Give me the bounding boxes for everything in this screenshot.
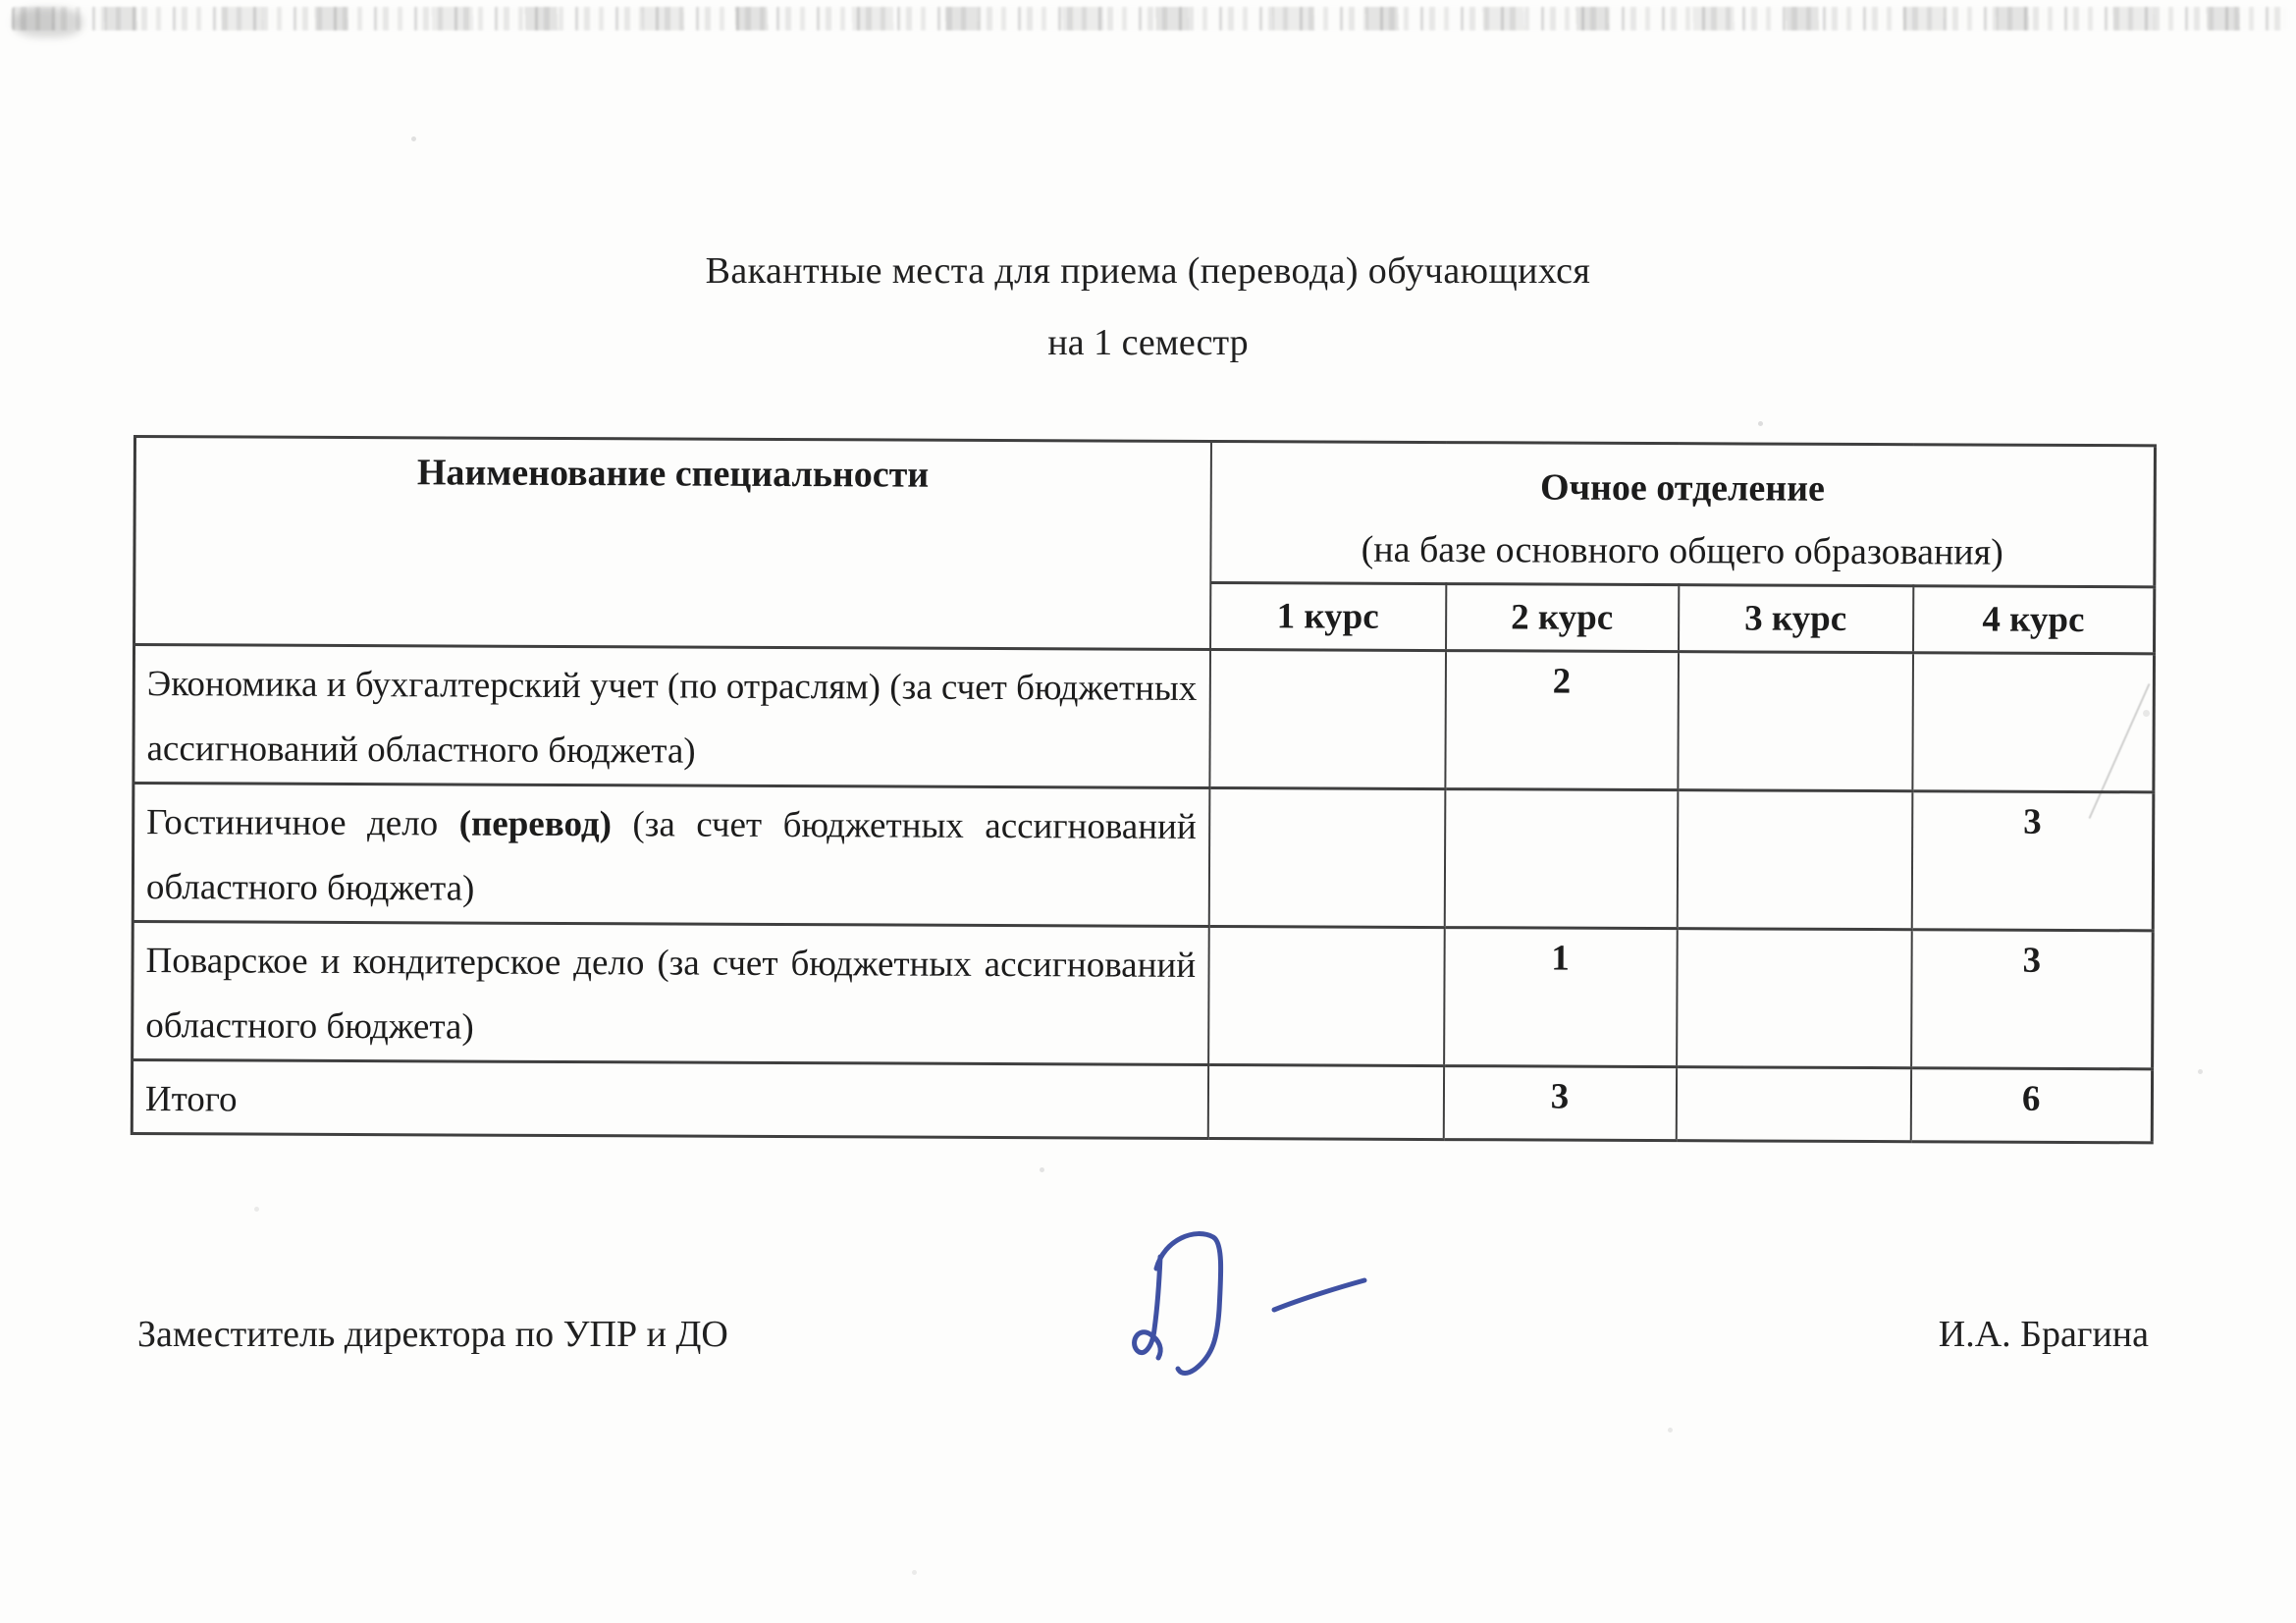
scan-specks bbox=[0, 0, 3, 3]
vacancy-count-cell bbox=[1677, 929, 1912, 1068]
vacancy-count-cell: 3 bbox=[1911, 930, 2154, 1069]
signature-stroke-stem bbox=[1135, 1257, 1161, 1358]
specialty-name-text: Итого bbox=[144, 1079, 238, 1120]
table-body bbox=[132, 645, 2154, 1143]
vacancy-count-cell bbox=[1209, 649, 1446, 788]
specialty-name-text: Экономика и бухгалтерский учет (по отраслям) (за счет бюджетных ассигнований областного бюджета) bbox=[146, 664, 1198, 772]
document-title: Вакантные места для приема (перевода) обучающихся bbox=[705, 250, 1591, 292]
vacancy-count-cell bbox=[1678, 652, 1913, 791]
specialty-name-text: Гостиничное дело bbox=[146, 802, 459, 844]
course-3-header: 3 курс bbox=[1679, 585, 1913, 653]
vacancy-count-cell bbox=[1208, 787, 1445, 927]
scan-noise-band bbox=[12, 7, 2288, 30]
specialty-name-cell bbox=[133, 645, 1210, 788]
vacancy-count-cell bbox=[1676, 1067, 1910, 1142]
document-subtitle: на 1 семестр bbox=[1047, 322, 1249, 363]
specialty-name-cell bbox=[133, 922, 1209, 1065]
full-time-department-header bbox=[1210, 441, 2156, 586]
specialty-name-cell bbox=[132, 1060, 1207, 1139]
scan-noise-blotch bbox=[14, 8, 82, 37]
specialty-name-cell bbox=[133, 784, 1209, 927]
signer-position-label: Заместитель директора по УПР и ДО bbox=[137, 1314, 728, 1355]
course-1-header: 1 курс bbox=[1210, 582, 1446, 650]
vacancy-count-cell: 3 bbox=[1443, 1066, 1676, 1141]
table-row bbox=[133, 922, 2154, 1069]
specialty-name-bold-text: (перевод) bbox=[458, 803, 613, 845]
vacancy-count-cell: 6 bbox=[1910, 1068, 2152, 1143]
full-time-department-title: Очное отделение bbox=[1540, 466, 1826, 510]
vacancy-count-cell bbox=[1207, 1064, 1443, 1139]
signature-stroke-arch bbox=[1156, 1234, 1221, 1374]
course-4-header: 4 курс bbox=[1913, 586, 2155, 654]
signature-stroke-dash bbox=[1274, 1280, 1364, 1310]
education-base-subtitle: (на базе основного общего образования) bbox=[1361, 528, 2003, 573]
vacancy-count-cell: 3 bbox=[1911, 791, 2154, 931]
vacancy-table bbox=[131, 435, 2157, 1144]
signer-name-label: И.А. Брагина bbox=[1938, 1314, 2149, 1355]
specialty-name-text: (за счет бюджетных ассигнований областного бюджета) bbox=[145, 804, 1197, 909]
specialty-column-header: Наименование специальности bbox=[134, 437, 1211, 650]
signature-scribble bbox=[1127, 1219, 1421, 1386]
specialty-name-text: Поварское и кондитерское дело (за счет бюджетных ассигнований областного бюджета) bbox=[145, 941, 1197, 1048]
table-row bbox=[132, 1060, 2152, 1143]
table-row bbox=[133, 784, 2154, 931]
vacancy-count-cell: 2 bbox=[1445, 651, 1679, 790]
table-row bbox=[133, 645, 2155, 792]
vacancy-count-cell bbox=[1208, 926, 1445, 1065]
table-header-row-main bbox=[134, 437, 2156, 587]
course-2-header: 2 курс bbox=[1446, 584, 1679, 652]
vacancy-count-cell bbox=[1444, 789, 1678, 929]
vacancy-count-cell: 1 bbox=[1444, 928, 1678, 1067]
vacancy-table-wrapper bbox=[131, 435, 2157, 1144]
vacancy-count-cell bbox=[1912, 653, 2155, 792]
vacancy-count-cell bbox=[1677, 790, 1912, 930]
